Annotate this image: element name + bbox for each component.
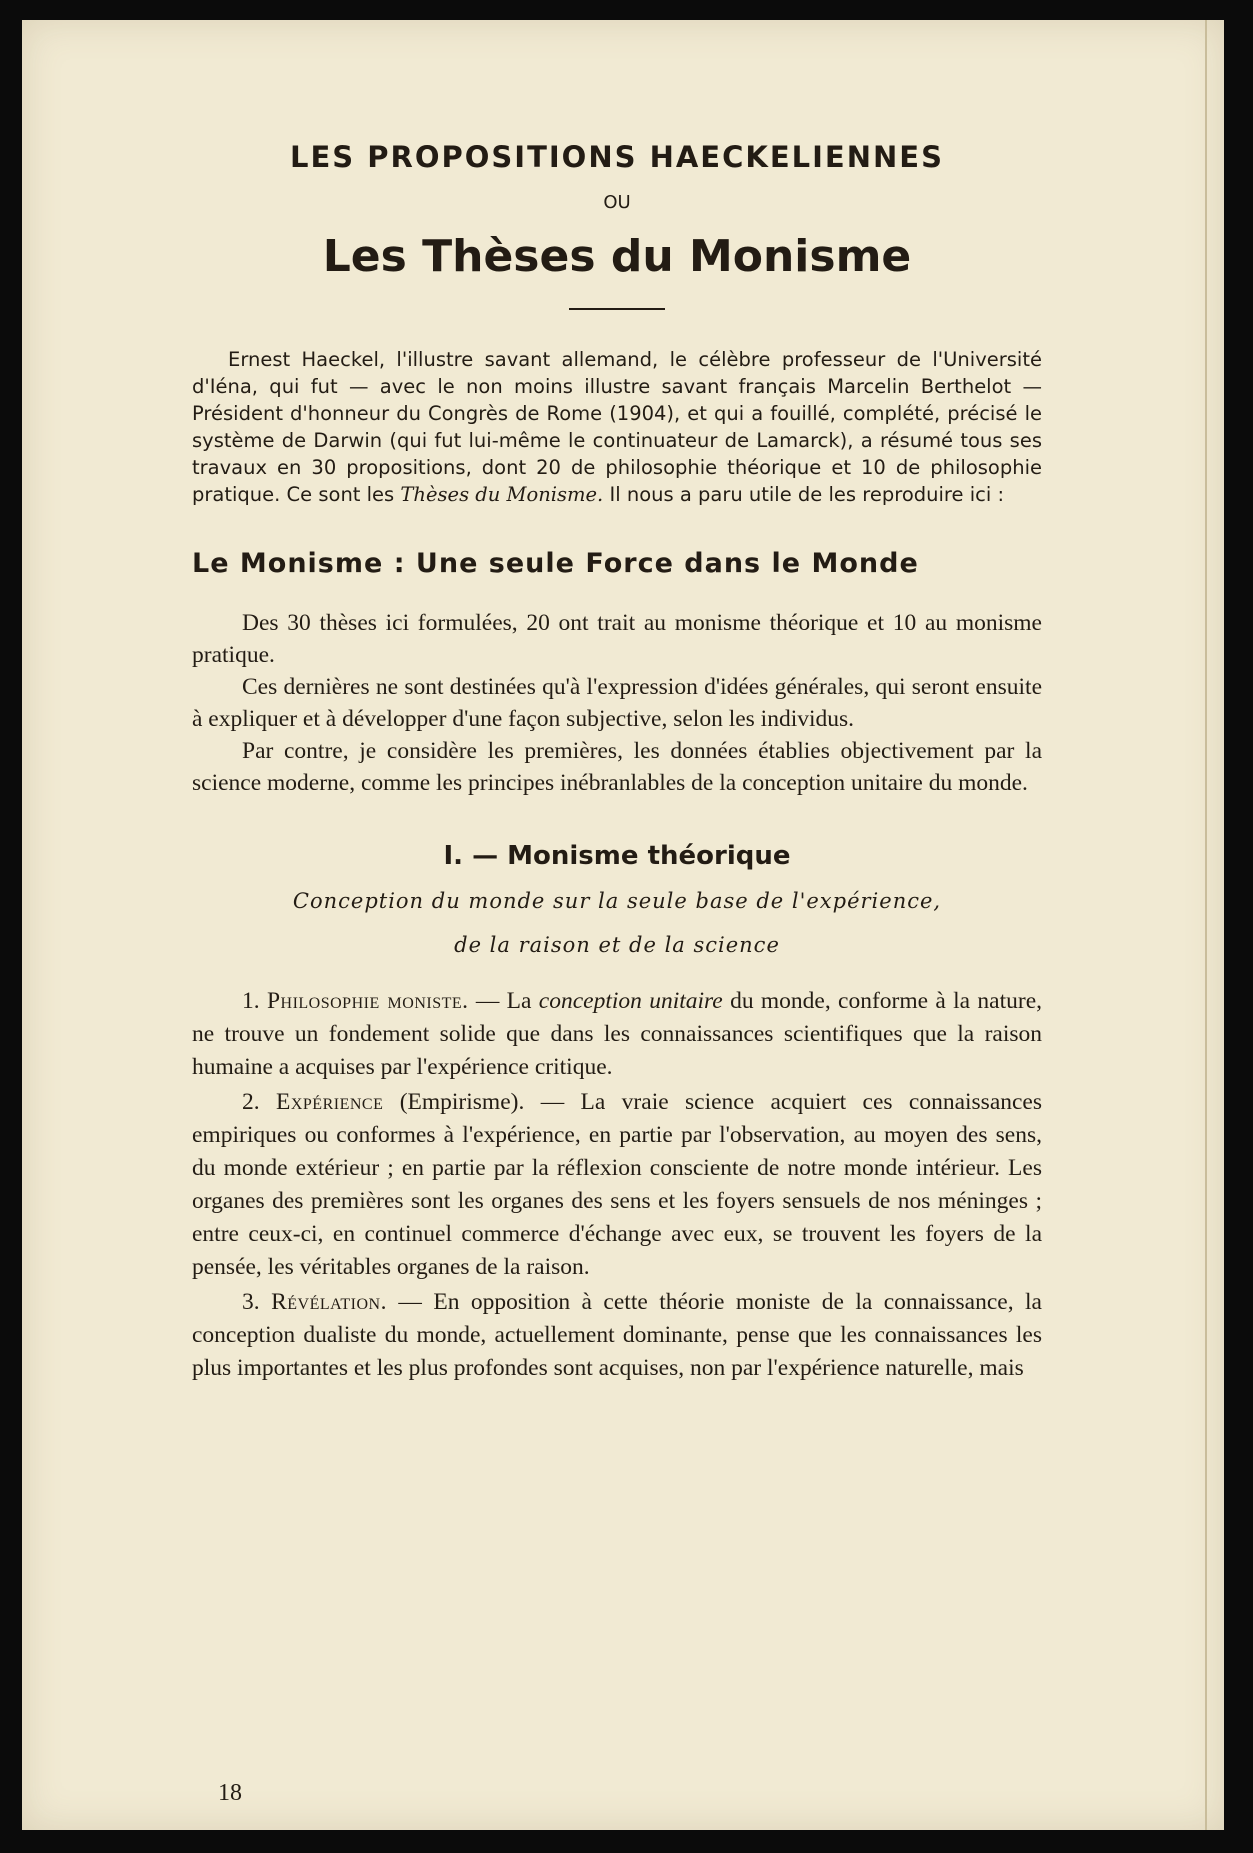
section-paragraph: Des 30 thèses ici formulées, 20 ont trait au monisme théorique et 10 au monisme pratique. [192, 610, 1042, 668]
intro-text-before: Ernest Haeckel, l'illustre savant allemand, le célèbre professeur de l'Université d'Iéna, qui fut — avec le non moins illustre savant français Marcelin Berthelot — Président d'honneur du Congrès de Rome (1904), et qui a fouillé, complété, précisé le système de Darwin (qui fut lui-même le continuateur de Lamarck), a résumé tous ses travaux en 30 propositions, dont 20 de philosophie théorique et 10 de philosophie pratique. Ce sont les [192, 348, 1042, 506]
thesis-text: — En opposition à cette théorie moniste de la connaissance, la conception dualiste du monde, actuellement dominante, pense que les connaissances les plus importantes et les plus profondes sont acquises, non par l'expérience naturelle, mais [192, 1289, 1042, 1381]
part-heading: I. — Monisme théorique [443, 841, 791, 871]
title-conjunction: OU [603, 192, 631, 213]
thesis-title: Expérience [275, 1089, 384, 1115]
thesis-title: Philosophie moniste. [266, 988, 469, 1014]
thesis-item [192, 1086, 1042, 1284]
theses-list [192, 985, 1042, 1385]
thesis-text: du monde, conforme à la nature, ne trouve un fondement solide que dans les connaissances scientifiques que la raison humaine a acquises par l'expérience critique. [192, 988, 1043, 1080]
part-subheading [192, 879, 1042, 967]
thesis-title: Révélation. [271, 1289, 387, 1315]
thesis-text: (Empirisme). — La vraie science acquiert ces connaissances empiriques ou conformes à l'expérience, en partie par l'observation, au moyen des sens, du monde extérieur ; en partie par la réflexion consciente de notre monde intérieur. Les organes des premières sont les organes des sens et les foyers sensuels de nos méninges ; entre ceux-ci, en continuel commerce d'échange avec eux, se trouvent les foyers de la pensée, les véritables organes de la raison. [192, 1089, 1043, 1280]
thesis-number: 1. [242, 988, 260, 1014]
intro-paragraph [192, 346, 1042, 508]
thesis-italic: conception unitaire [538, 988, 723, 1014]
page-fold [1205, 20, 1207, 1830]
subtitle: Les Thèses du Monisme [322, 231, 912, 282]
thesis-number: 3. [242, 1289, 260, 1315]
page-content [192, 140, 1042, 1385]
main-title: LES PROPOSITIONS HAECKELIENNES [290, 140, 944, 174]
thesis-item [192, 1286, 1042, 1385]
title-rule [569, 308, 665, 310]
thesis-number: 2. [242, 1089, 260, 1115]
page-number: 18 [218, 1780, 242, 1806]
section-paragraph: Par contre, je considère les premières, les données établies objectivement par la science moderne, comme les principes inébranlables de la conception unitaire du monde. [192, 738, 1042, 796]
thesis-item [192, 985, 1042, 1084]
part-subheading-line2: de la raison et de la science [454, 933, 780, 957]
section-heading: Le Monisme : Une seule Force dans le Monde [192, 548, 919, 579]
intro-text-after: Il nous a paru utile de les reproduire ici : [603, 483, 1005, 506]
section-body [192, 607, 1042, 799]
intro-title-italic: Thèses du Monisme. [400, 483, 604, 506]
thesis-dash: — La [468, 988, 539, 1014]
part-subheading-line1: Conception du monde sur la seule base de l'expérience, [292, 889, 942, 913]
section-paragraph: Ces dernières ne sont destinées qu'à l'expression d'idées générales, qui seront ensuite à expliquer et à développer d'une façon subjective, selon les individus. [192, 674, 1042, 732]
page [22, 20, 1224, 1830]
